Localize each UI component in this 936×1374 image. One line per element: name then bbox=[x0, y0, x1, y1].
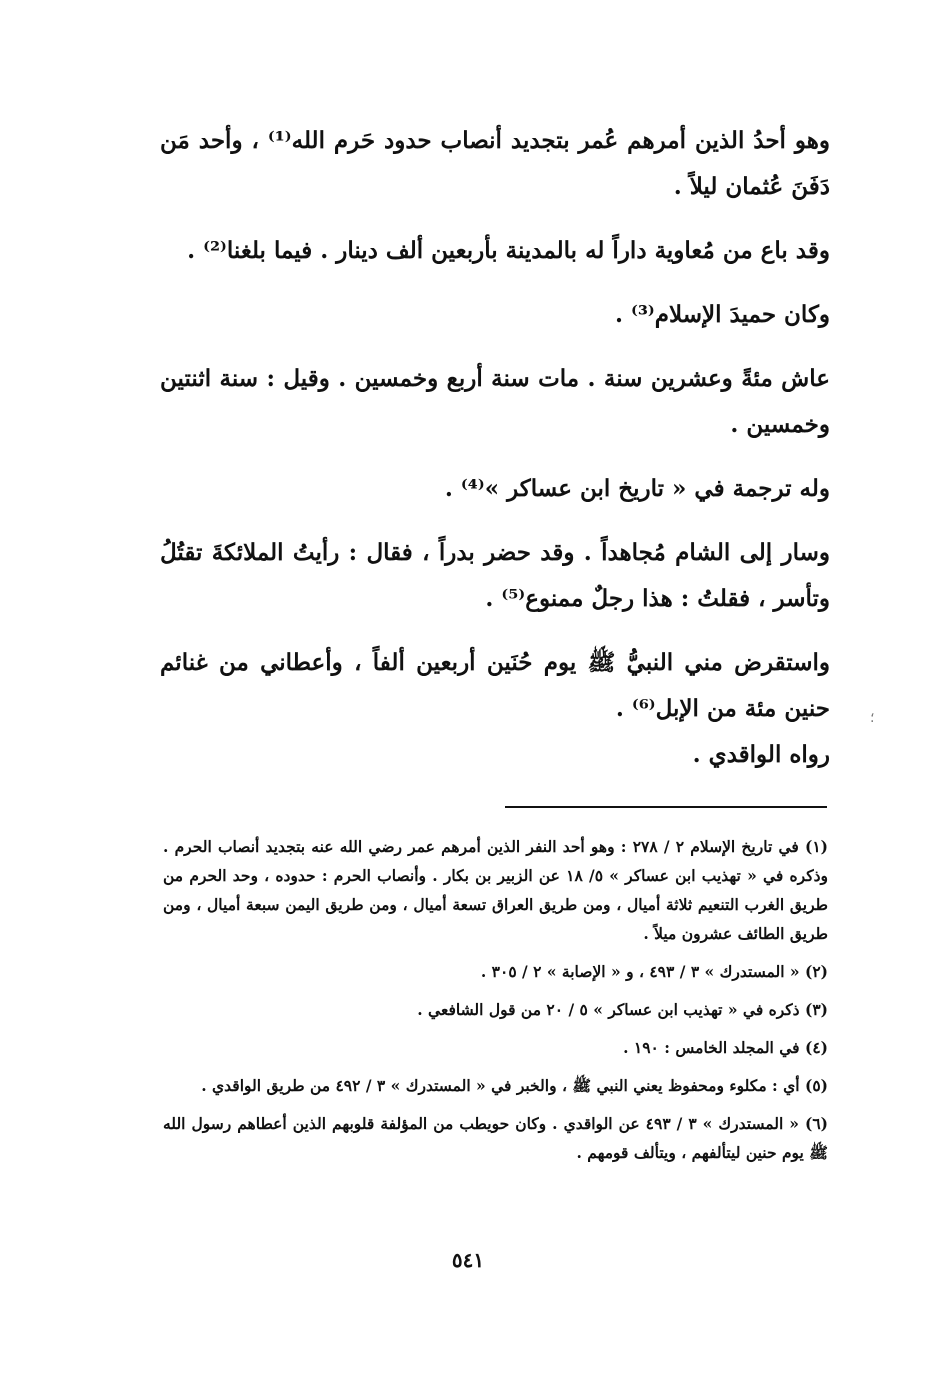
paragraph-7: واستقرض مني النبيُّ ﷺ يوم حُنَين أربعين ألفاً ، وأعطاني من غنائم حنين مئة من الإبل⁽⁶⁾ . bbox=[160, 649, 830, 722]
footnote-6: (٦) « المستدرك » ٣ / ٤٩٣ عن الواقدي . وكان حويطب من المؤلفة قلوبهم الذين أعطاهم رسول الله ﷺ يوم حنين ليتألفهم ، ويتألف قومهم . bbox=[163, 1114, 828, 1162]
paragraph-6: وسار إلى الشام مُجاهداً . وقد حضر بدراً ، فقال : رأيتُ الملائكةَ تقتُلُ وتأسر ، فقلتُ : هذا رجلٌ ممنوع⁽⁵⁾ . bbox=[160, 539, 830, 612]
footnotes bbox=[163, 832, 828, 1176]
paragraph-8: رواه الواقدي . bbox=[692, 741, 830, 768]
paragraph-2: وقد باع من مُعاوية داراً له بالمدينة بأربعين ألف دينار . فيما بلغنا⁽²⁾ . bbox=[187, 237, 830, 264]
main-text bbox=[160, 118, 830, 796]
page-number: ٥٤١ bbox=[451, 1248, 485, 1272]
footnote-1: (١) في تاريخ الإسلام ٢ / ٢٧٨ : وهو أحد النفر الذين أمرهم عمر رضي الله عنه بتجديد أنصاب الحرم . وذكره في « تهذيب ابن عساكر » ٥/ ١٨ عن الزبير بن بكار . وأنصاب الحرم : حدوده ، وحد الحرم من طريق الغرب التنعيم ثلاثة أميال ، ومن طريق العراق تسعة أميال ، ومن طريق اليمن سبعة أميال ، ومن طريق الطائف عشرون ميلاً . bbox=[163, 837, 828, 943]
footnote-2: (٢) « المستدرك » ٣ / ٤٩٣ ، و « الإصابة » ٢ / ٣٠٥ . bbox=[480, 962, 828, 981]
paragraph-5: وله ترجمة في « تاريخ ابن عساكر »⁽⁴⁾ . bbox=[444, 475, 830, 502]
margin-mark: ؛ bbox=[870, 710, 875, 726]
footnote-divider bbox=[505, 806, 827, 808]
paragraph-3: وكان حميدَ الإسلام⁽³⁾ . bbox=[614, 301, 830, 328]
footnote-3: (٣) ذكره في « تهذيب ابن عساكر » ٥ / ٢٠ من قول الشافعي . bbox=[417, 1000, 828, 1019]
paragraph-4: عاش مئةً وعشرين سنة . مات سنة أربع وخمسين . وقيل : سنة اثنتين وخمسين . bbox=[160, 365, 830, 438]
footnote-5: (٥) أي : مكلوء ومحفوظ يعني النبي ﷺ ، والخبر في « المستدرك » ٣ / ٤٩٢ من طريق الواقدي . bbox=[201, 1076, 828, 1095]
paragraph-1: وهو أحدُ الذين أمرهم عُمر بتجديد أنصاب حدود حَرم الله⁽¹⁾ ، وأحد مَن دَفَنَ عُثمان ليلاً . bbox=[160, 127, 830, 200]
footnote-4: (٤) في المجلد الخامس : ١٩٠ . bbox=[623, 1038, 828, 1057]
